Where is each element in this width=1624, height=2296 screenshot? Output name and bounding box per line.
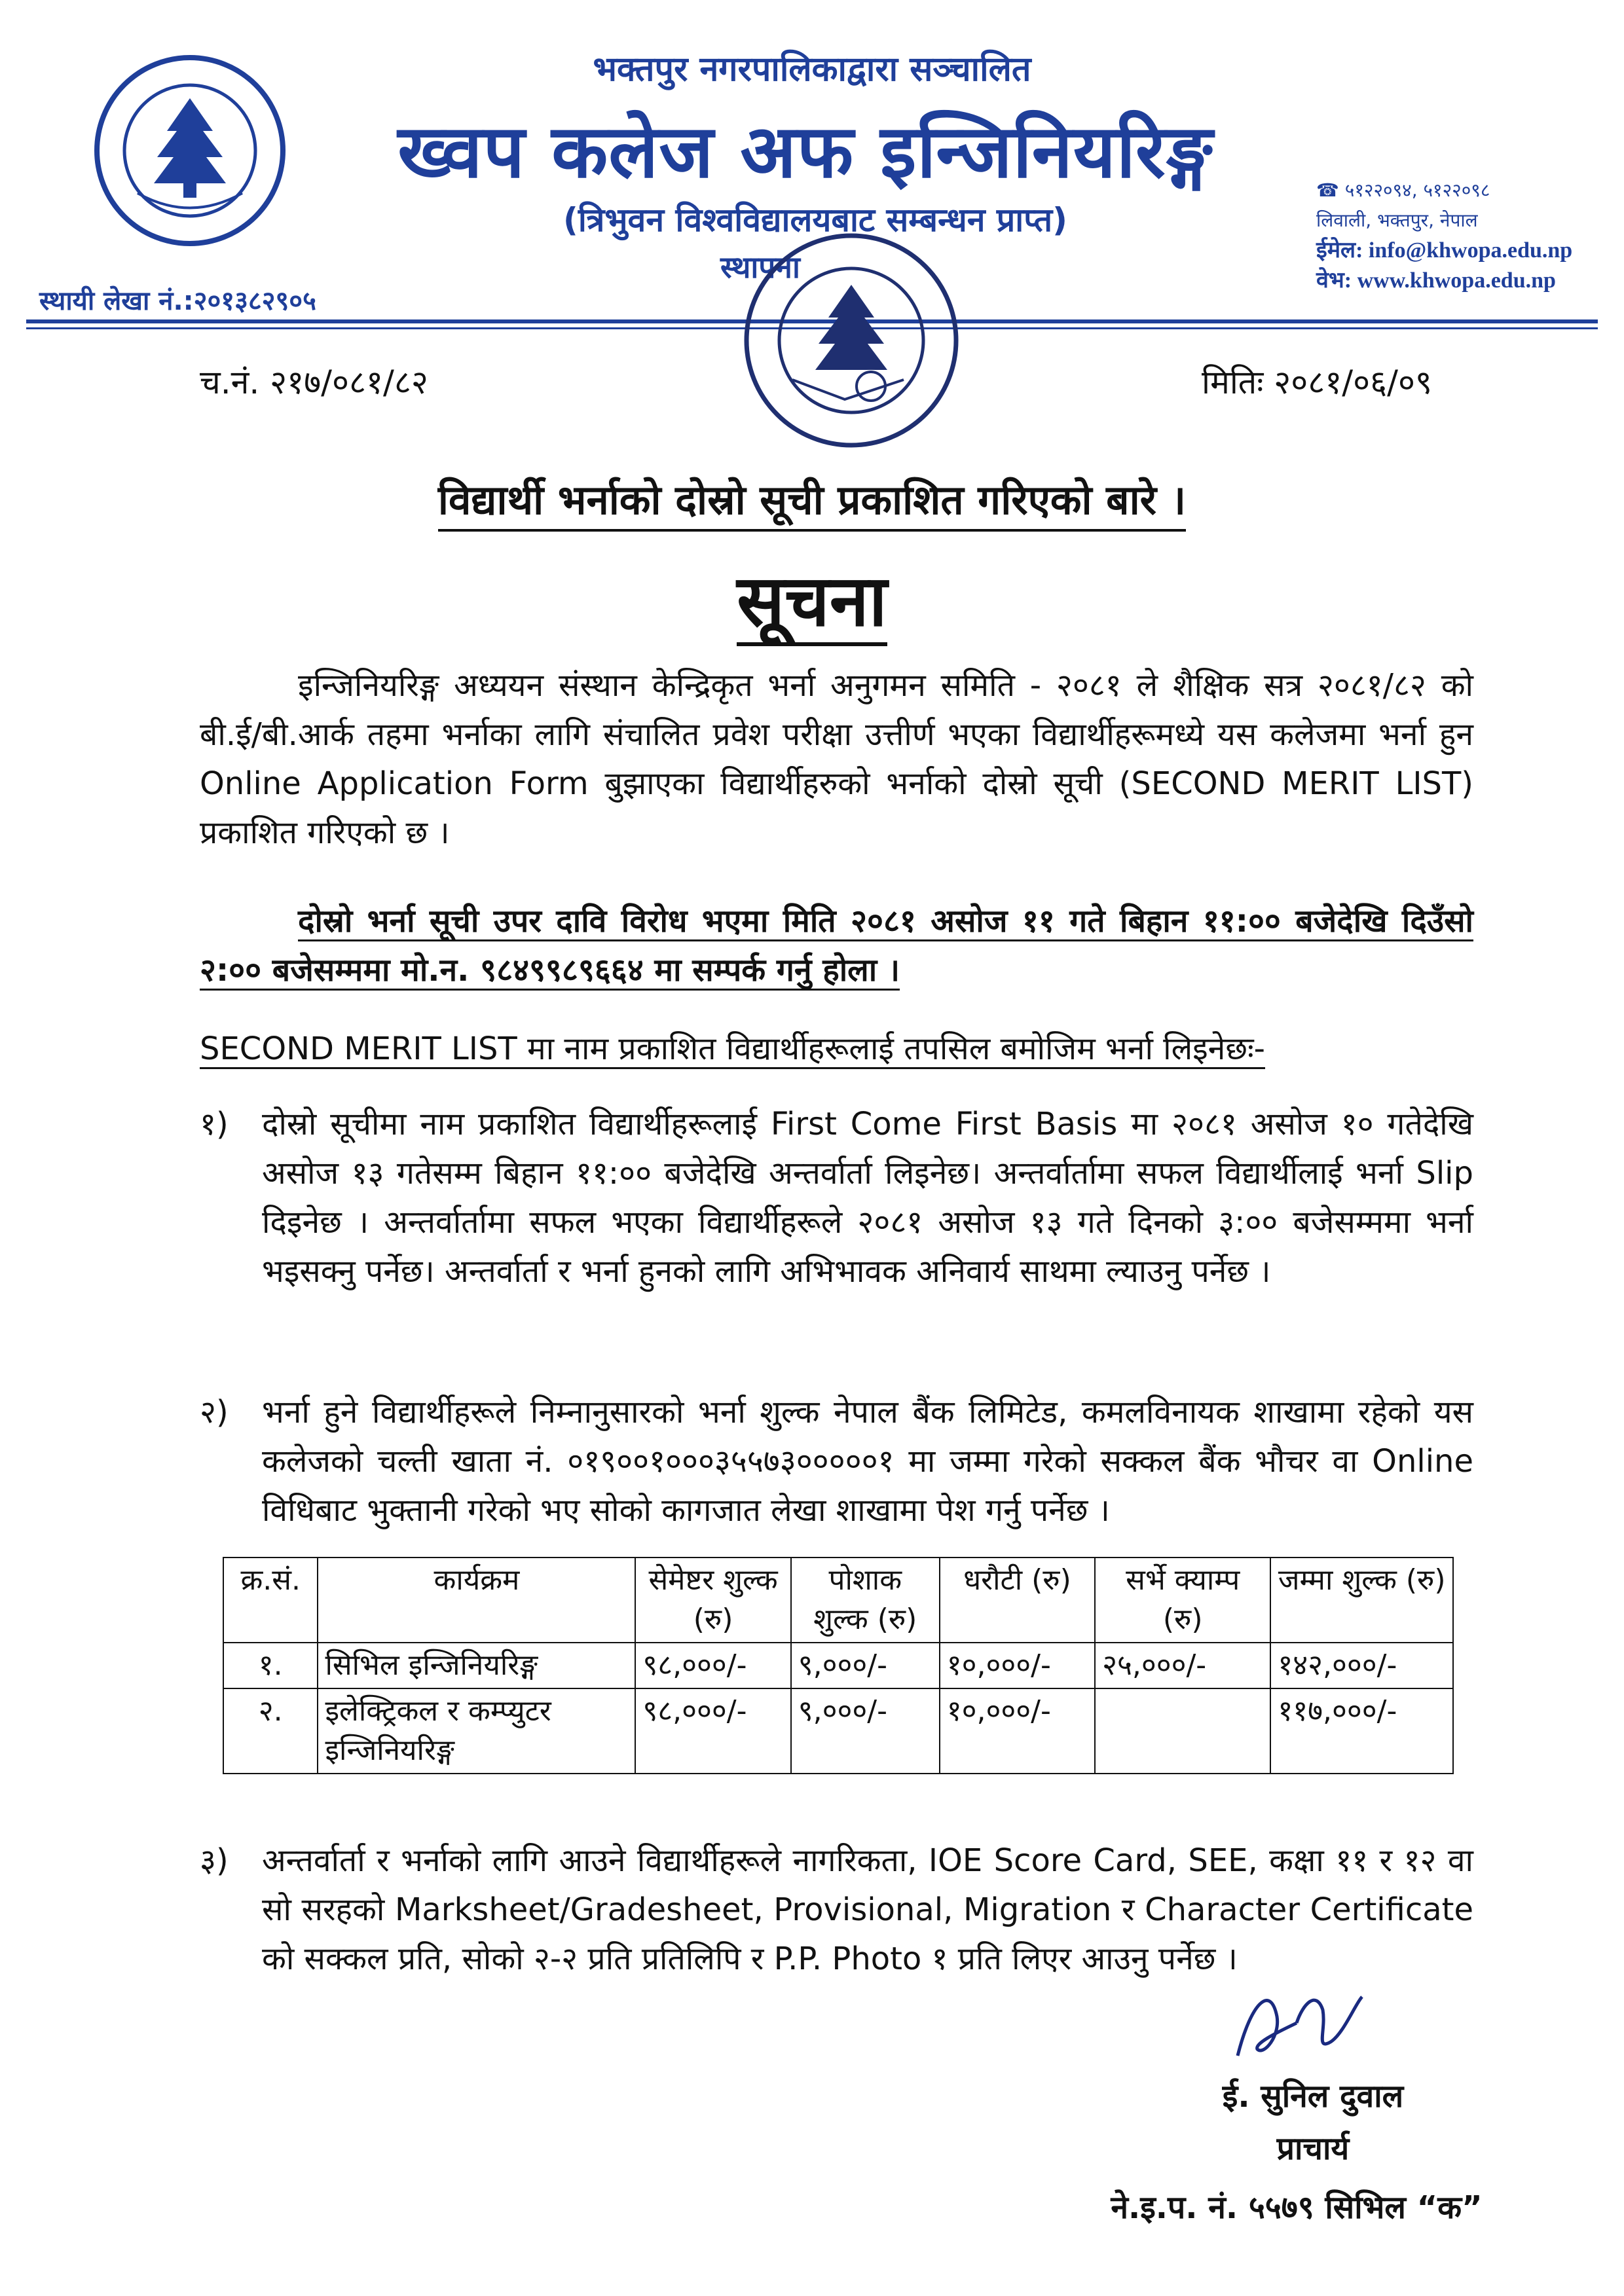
- header-cell: जम्मा शुल्क (रु): [1270, 1558, 1453, 1643]
- list-item: [200, 1388, 1473, 1535]
- list-item: [200, 1100, 1473, 1296]
- table-cell: १०,०००/-: [940, 1688, 1095, 1774]
- signatory-title: प्राचार्य: [1276, 2130, 1350, 2167]
- fee-table: [223, 1557, 1454, 1774]
- list-item-number: २): [200, 1394, 229, 1430]
- table-cell: २.: [223, 1688, 318, 1774]
- pan-number: स्थायी लेखा नं.:२०१३८२९०५: [39, 286, 316, 316]
- notice-date: मितिः २०८१/०६/०९: [1202, 363, 1432, 401]
- header-subtitle: भक्तपुर नगरपालिकाद्वारा सञ्चालित: [593, 50, 1031, 89]
- contact-block: [1316, 175, 1572, 296]
- header-cell: सर्भे क्याम्प (रु): [1095, 1558, 1270, 1643]
- header-cell: पोशाक शुल्क (रु): [791, 1558, 940, 1643]
- paragraph-procedure: [200, 1025, 1473, 1074]
- notice-subject-text: विद्यार्थी भर्नाको दोस्रो सूची प्रकाशित गरिएको बारे ।: [438, 476, 1186, 532]
- signature-icon: [1225, 1977, 1395, 2069]
- table-row: [223, 1688, 1453, 1774]
- table-cell: [1095, 1688, 1270, 1774]
- website: वेभ: www.khwopa.edu.np: [1316, 268, 1556, 293]
- header-cell: सेमेष्टर शुल्क (रु): [635, 1558, 790, 1643]
- table-cell: २५,०००/-: [1095, 1643, 1270, 1688]
- table-cell: १.: [223, 1643, 318, 1688]
- notice-title: [0, 550, 1624, 646]
- reference-number: च.नं. २१७/०८१/८२: [200, 363, 428, 401]
- affiliation: (त्रिभुवन विश्वविद्यालयबाट सम्बन्धन प्राप्त): [563, 201, 1068, 239]
- list-item-number: १): [200, 1106, 229, 1142]
- signatory-registration: ने.इ.प. नं. ५५७९ सिभिल “क”: [1111, 2189, 1483, 2226]
- table-cell: ९८,०००/-: [635, 1643, 790, 1688]
- paragraph-claims: [200, 897, 1473, 995]
- paragraph-claims-text: दोस्रो भर्ना सूची उपर दावि विरोध भएमा मिति २०८१ असोज ११ गते बिहान ११:०० बजेदेखि दिउँसो २:०० बजेसम्ममा मो.न. ९८४९९८९६६४ मा सम्पर्क गर्नु होला ।: [200, 903, 1473, 991]
- table-cell: इलेक्ट्रिकल र कम्प्युटर इन्जिनियरिङ्ग: [318, 1688, 635, 1774]
- header-cell: कार्यक्रम: [318, 1558, 635, 1643]
- header-cell: धरौटी (रु): [940, 1558, 1095, 1643]
- college-stamp-icon: [740, 229, 963, 452]
- established-label: स्थापना: [720, 249, 800, 285]
- list-item-text: भर्ना हुने विद्यार्थीहरूले निम्नानुसारको भर्ना शुल्क नेपाल बैंक लिमिटेड, कमलविनायक शाखामा रहेको यस कलेजको चल्ती खाता नं. ०१९००१०००३५५७३०००००१ मा जम्मा गरेको सक्कल बैंक भौचर वा Online विधिबाट भुक्तानी गरेको भए सोको कागजात लेखा शाखामा पेश गर्नु पर्नेछ ।: [262, 1394, 1473, 1529]
- table-cell: १०,०००/-: [940, 1643, 1095, 1688]
- paragraph-procedure-text: SECOND MERIT LIST मा नाम प्रकाशित विद्यार्थीहरूलाई तपसिल बमोजिम भर्ना लिइनेछः-: [200, 1030, 1265, 1069]
- email: ईमेल: info@khwopa.edu.np: [1316, 238, 1573, 263]
- table-row: [223, 1643, 1453, 1688]
- college-name: ख्वप कलेज अफ इन्जिनियरिङ्ग: [397, 109, 1213, 194]
- signatory-name: ई. सुनिल दुवाल: [1222, 2078, 1404, 2115]
- list-item: [200, 1836, 1473, 1984]
- college-logo-icon: [92, 52, 288, 249]
- list-item-text: अन्तर्वार्ता र भर्नाको लागि आउने विद्यार्थीहरूले नागरिकता, IOE Score Card, SEE, कक्षा ११ र १२ वा सो सरहको Marksheet/Gradesheet, Provisional, Migration र Character Certificate को सक्कल प्रति, सोको २-२ प्रति प्रतिलिपि र P.P. Photo १ प्रति लिएर आउनु पर्नेछ ।: [262, 1842, 1473, 1977]
- table-cell: ९,०००/-: [791, 1643, 940, 1688]
- header-cell: क्र.सं.: [223, 1558, 318, 1643]
- notice-subject: [0, 471, 1624, 526]
- table-cell: ९८,०००/-: [635, 1688, 790, 1774]
- table-cell: सिभिल इन्जिनियरिङ्ग: [318, 1643, 635, 1688]
- list-item-number: ३): [200, 1842, 229, 1879]
- table-cell: ९,०००/-: [791, 1688, 940, 1774]
- notice-title-text: सूचना: [737, 560, 887, 646]
- address: लिवाली, भक्तपुर, नेपाल: [1316, 210, 1478, 231]
- list-item-text: दोस्रो सूचीमा नाम प्रकाशित विद्यार्थीहरूलाई First Come First Basis मा २०८१ असोज १० गतेदेखि असोज १३ गतेसम्म बिहान ११:०० बजेदेखि अन्तर्वार्ता लिइनेछ। अन्तर्वार्तामा सफल विद्यार्थीलाई भर्ना Slip दिइनेछ । अन्तर्वार्तामा सफल भएका विद्यार्थीहरूले २०८१ असोज १३ गते दिनको ३:०० बजेसम्ममा भर्ना भइसक्नु पर्नेछ। अन्तर्वार्ता र भर्ना हुनको लागि अभिभावक अनिवार्य साथमा ल्याउनु पर्नेछ ।: [262, 1106, 1473, 1290]
- phone: ☎ ५१२२०९४, ५१२२०९८: [1316, 179, 1490, 201]
- paragraph-intro: इन्जिनियरिङ्ग अध्ययन संस्थान केन्द्रिकृत भर्ना अनुगमन समिति - २०८१ ले शैक्षिक सत्र २०८१/८२ को बी.ई/बी.आर्क तहमा भर्नाका लागि संचालित प्रवेश परीक्षा उत्तीर्ण भएका विद्यार्थीहरूमध्ये यस कलेजमा भर्ना हुन Online Application Form बुझाएका विद्यार्थीहरुको भर्नाको दोस्रो सूची (SECOND MERIT LIST) प्रकाशित गरिएको छ ।: [200, 667, 1473, 851]
- table-cell: ११७,०००/-: [1270, 1688, 1453, 1774]
- table-cell: १४२,०००/-: [1270, 1643, 1453, 1688]
- table-header-row: [223, 1558, 1453, 1643]
